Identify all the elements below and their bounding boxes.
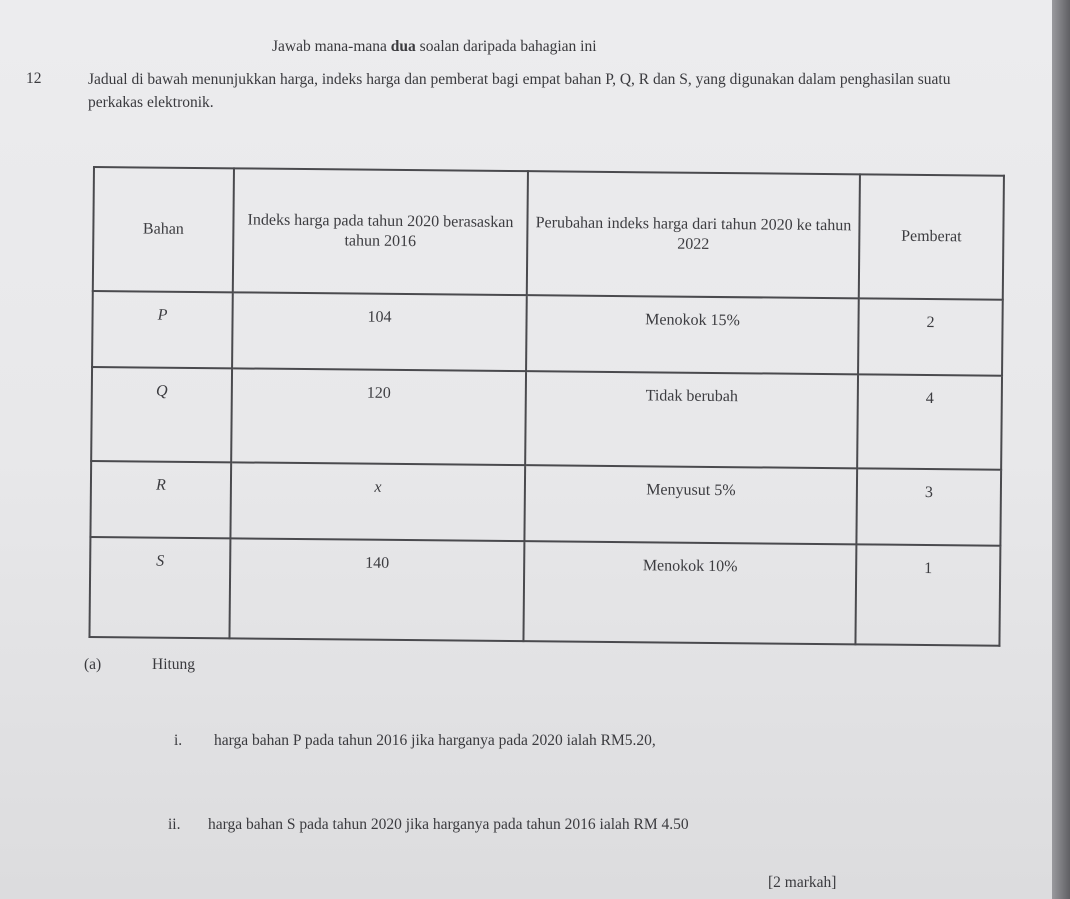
sub-question-i xyxy=(174,732,656,750)
cell-bahan: S xyxy=(89,537,230,638)
table-row xyxy=(92,291,1003,376)
cell-bahan: P xyxy=(92,291,233,368)
price-index-table xyxy=(88,166,1004,647)
instruction-bold-word: dua xyxy=(390,38,416,55)
cell-pemberat: 4 xyxy=(857,374,1002,469)
cell-bahan: Q xyxy=(91,367,232,462)
cell-indeks: 120 xyxy=(231,368,526,465)
page-edge-shadow xyxy=(1052,0,1070,899)
table-row xyxy=(89,537,1000,646)
cell-perubahan: Menokok 10% xyxy=(523,541,856,644)
sub-question-text: harga bahan P pada tahun 2016 jika harganya pada 2020 ialah RM5.20, xyxy=(214,732,656,749)
sub-question-number: ii. xyxy=(168,816,181,833)
header-bahan: Bahan xyxy=(93,167,234,292)
cell-indeks: 104 xyxy=(232,292,527,371)
table-row xyxy=(91,367,1002,470)
part-a-label: (a) xyxy=(84,656,102,673)
cell-bahan: R xyxy=(90,461,231,538)
sub-question-text: harga bahan S pada tahun 2020 jika harganya pada tahun 2016 ialah RM 4.50 xyxy=(208,816,689,833)
cell-pemberat: 3 xyxy=(856,468,1001,545)
sub-question-ii xyxy=(168,816,689,834)
instruction-text: Jawab mana-mana xyxy=(272,38,391,55)
header-pemberat: Pemberat xyxy=(859,174,1004,299)
marks-label: [2 markah] xyxy=(768,874,837,891)
table-header-row xyxy=(93,167,1004,300)
header-perubahan: Perubahan indeks harga dari tahun 2020 ke tahun 2022 xyxy=(527,171,860,298)
sub-question-number: i. xyxy=(174,732,183,749)
part-a xyxy=(84,656,195,674)
cell-pemberat: 2 xyxy=(858,298,1003,375)
section-instruction xyxy=(272,38,597,56)
cell-indeks: 140 xyxy=(229,538,524,641)
cell-perubahan: Menokok 15% xyxy=(526,295,859,374)
cell-perubahan: Tidak berubah xyxy=(525,371,858,468)
table-row xyxy=(90,461,1001,546)
cell-pemberat: 1 xyxy=(855,544,1000,645)
cell-indeks: x xyxy=(230,462,525,541)
instruction-text-end: soalan daripada bahagian ini xyxy=(415,38,597,55)
part-a-text: Hitung xyxy=(152,656,196,673)
cell-perubahan: Menyusut 5% xyxy=(524,465,857,544)
question-number: 12 xyxy=(26,70,42,87)
question-text: Jadual di bawah menunjukkan harga, indeks harga dan pemberat bagi empat bahan P, Q, R dan S, yang digunakan dalam penghasilan suatu perkakas elektronik. xyxy=(88,71,951,111)
header-indeks: Indeks harga pada tahun 2020 berasaskan tahun 2016 xyxy=(233,168,528,295)
